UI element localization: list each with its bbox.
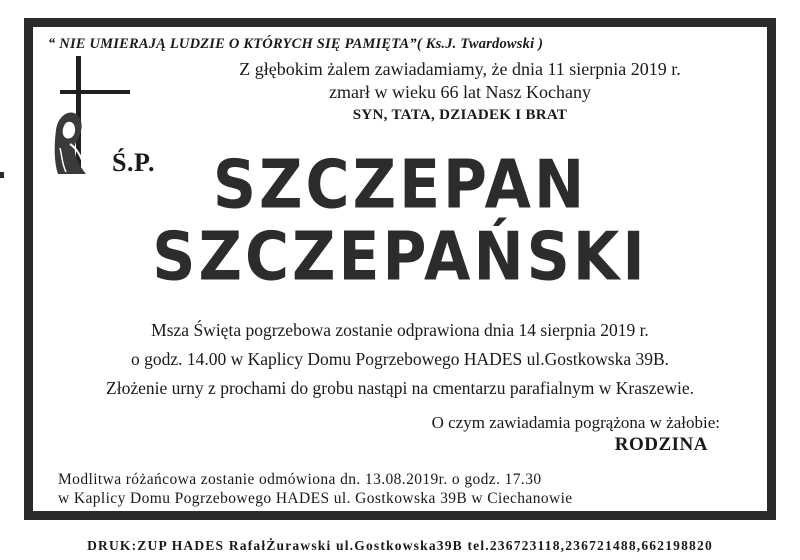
mass-line-3: Złożenie urny z prochami do grobu nastąpi na cmentarzu parafialnym w Kraszewie. <box>106 378 694 398</box>
deceased-first-name: SZCZEPAN <box>212 145 588 225</box>
mass-line-2: o godz. 14.00 w Kaplicy Domu Pogrzebowego HADES ul.Gostkowska 39B. <box>130 349 670 369</box>
intro-line-1: Z głębokim żalem zawiadamiamy, że dnia 11 sierpnia 2019 r. <box>239 59 681 79</box>
funeral-mass-info <box>40 316 760 403</box>
printer-footer: DRUK:ZUP HADES RafałŻurawski ul.Gostkowska39B tel.236723118,236721488,662198820 <box>87 538 713 553</box>
signoff <box>360 412 720 456</box>
sp-prefix: Ś.P. <box>112 148 155 177</box>
motto-author: ( Ks.J. Twardowski ) <box>416 36 544 52</box>
announcement-intro <box>160 58 760 127</box>
signoff-line: O czym zawiadamia pogrążona w żałobie: <box>431 413 720 432</box>
mass-line-1: Msza Święta pogrzebowa zostanie odprawiona dnia 14 sierpnia 2019 r. <box>151 320 649 340</box>
motto-quote <box>40 36 760 53</box>
intro-line-2: zmarł w wieku 66 lat Nasz Kochany <box>329 82 591 102</box>
prayer-line-2: w Kaplicy Domu Pogrzebowego HADES ul. Gostkowska 39B w Ciechanowie <box>58 490 573 507</box>
prayer-line-1: Modlitwa różańcowa zostanie odmówiona dn. 13.08.2019r. o godz. 17.30 <box>58 471 542 488</box>
rosary-prayer-info <box>58 470 758 508</box>
relation-line: SYN, TATA, DZIADEK I BRAT <box>352 107 568 123</box>
deceased-last-name: SZCZEPAŃSKI <box>152 217 648 297</box>
family-signature: RODZINA <box>614 434 708 455</box>
motto-text: “ NIE UMIERAJĄ LUDZIE O KTÓRYCH SIĘ PAMIĘTA” <box>48 36 417 52</box>
